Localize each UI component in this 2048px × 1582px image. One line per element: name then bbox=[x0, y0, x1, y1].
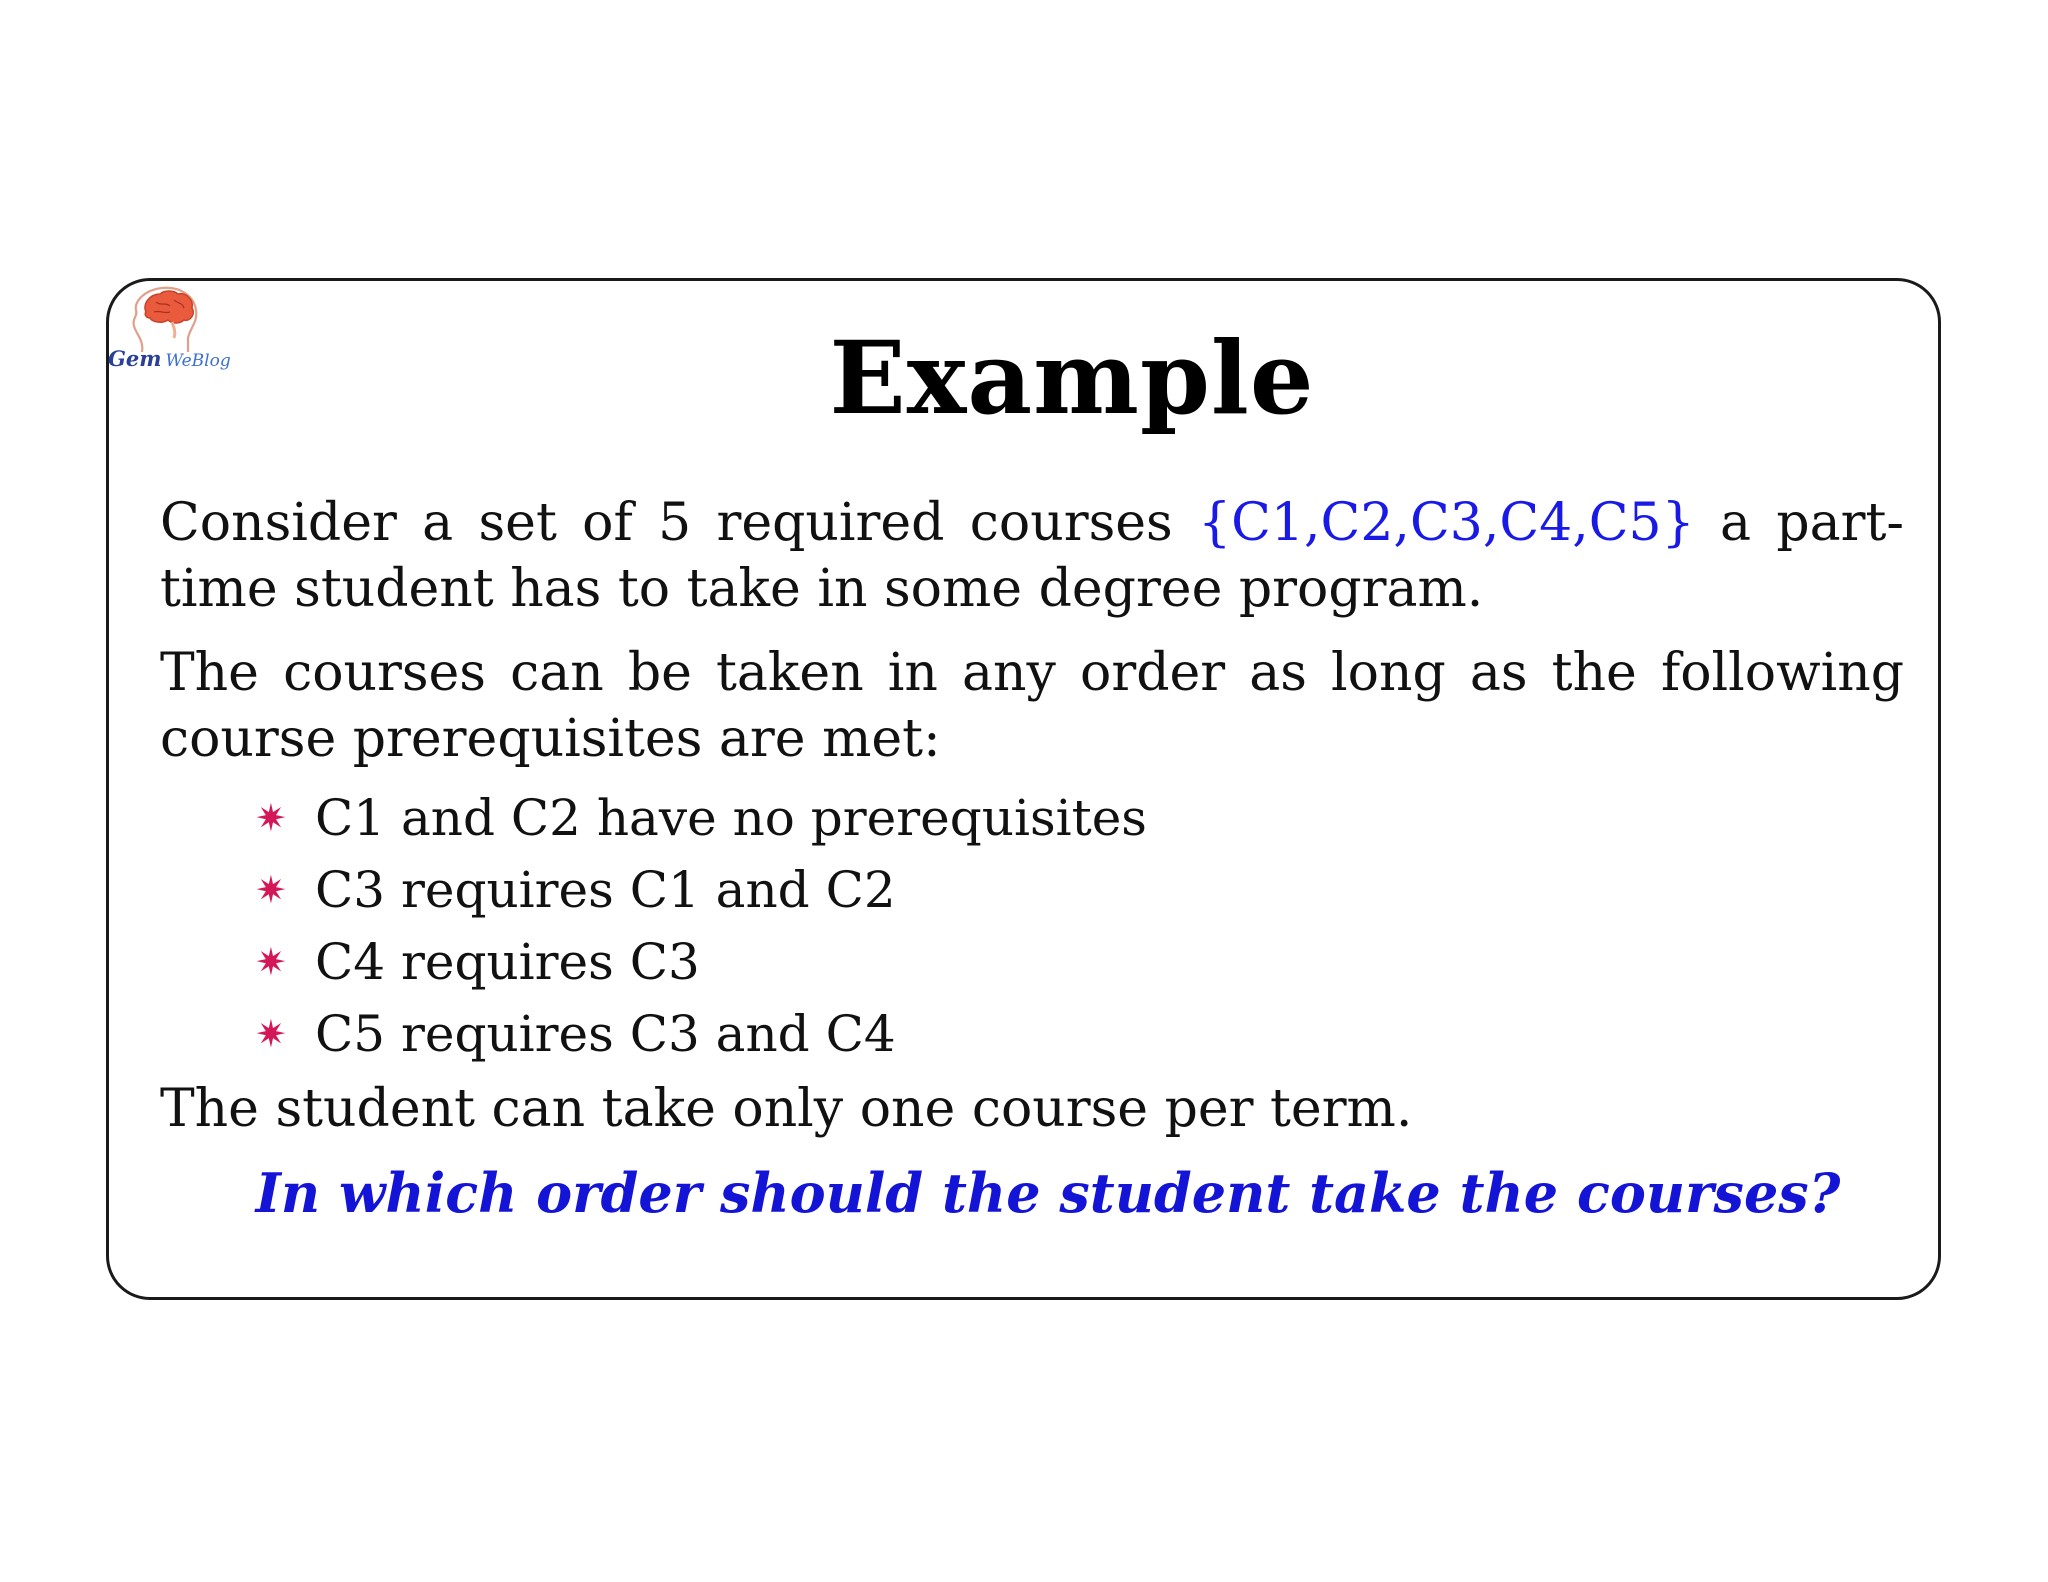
question-text: In which order should the student take the courses? bbox=[255, 1161, 1841, 1225]
course-set: {C1,C2,C3,C4,C5} bbox=[1198, 493, 1695, 553]
bullet-star-icon: ✷ bbox=[255, 796, 287, 840]
list-item bbox=[255, 998, 1147, 1070]
list-item bbox=[255, 926, 1147, 998]
prerequisite-text: C4 requires C3 bbox=[315, 933, 700, 991]
logo-brand-primary: Gem bbox=[108, 346, 162, 371]
bullet-star-icon: ✷ bbox=[255, 940, 287, 984]
list-item bbox=[255, 782, 1147, 854]
prerequisite-text: C5 requires C3 and C4 bbox=[315, 1005, 896, 1063]
intro-text-before: Consider a set of 5 required courses bbox=[160, 493, 1199, 553]
prerequisite-list bbox=[255, 782, 1147, 1070]
constraint-paragraph: The student can take only one course per term. bbox=[160, 1079, 1413, 1139]
prerequisite-text: C1 and C2 have no prerequisites bbox=[315, 789, 1147, 847]
bullet-star-icon: ✷ bbox=[255, 1012, 287, 1056]
order-paragraph: The courses can be taken in any order as long as the following course prerequisites are met: bbox=[160, 643, 1904, 769]
list-item bbox=[255, 854, 1147, 926]
bullet-star-icon: ✷ bbox=[255, 868, 287, 912]
intro-paragraph bbox=[160, 490, 1904, 622]
logo-brand-secondary: WeBlog bbox=[165, 351, 231, 371]
slide-title: Example bbox=[829, 319, 1315, 437]
intro-text-after: a part-time student has to take in some degree program. bbox=[160, 493, 1904, 619]
prerequisite-text: C3 requires C1 and C2 bbox=[315, 861, 896, 919]
